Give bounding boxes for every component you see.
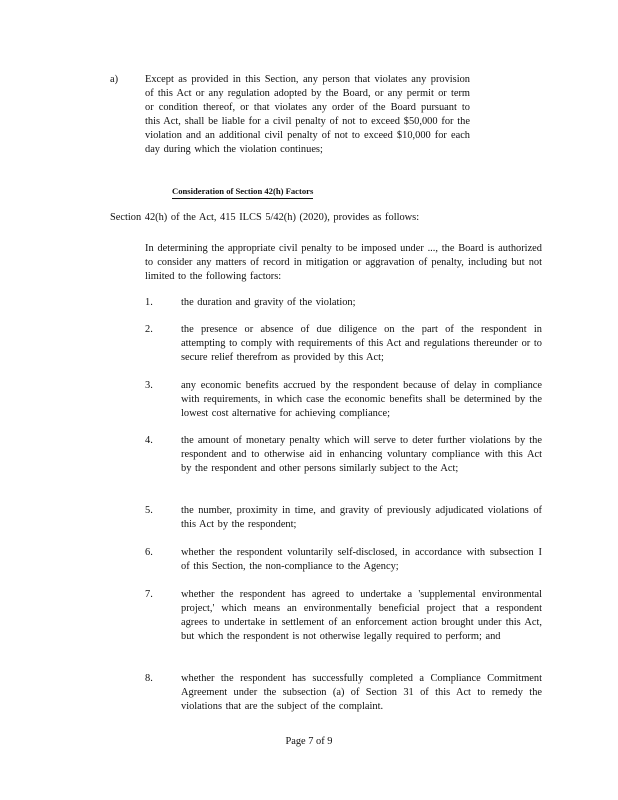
subsection-text: Except as provided in this Section, any person that violates any provision of this Act or any regulation adopted by the Board, or any permit or term or condition thereof, or that violates any order of the Board pursuant to this Act, shall be liable for a civil penalty of not to exceed $50,000 for the violation and an additional civil penalty of not to exceed $10,000 for each day during which the violation continues; xyxy=(145,74,470,155)
subsection-marker: a) xyxy=(110,74,119,85)
item-number: 1. xyxy=(145,297,153,308)
page-number: Page 7 of 9 xyxy=(285,736,333,747)
lead-paragraph: In determining the appropriate civil penalty to be imposed under ..., the Board is authorized to consider any matters of record in mitigation or aggravation of penalty, including but not limited to the following factors: xyxy=(145,243,542,282)
item-number: 8. xyxy=(145,673,153,684)
item-number: 2. xyxy=(145,324,153,335)
intro-paragraph: Section 42(h) of the Act, 415 ILCS 5/42(h) (2020), provides as follows: xyxy=(110,212,420,223)
item-text: any economic benefits accrued by the respondent because of delay in compliance with requirements, in which case the economic benefits shall be determined by the lowest cost alternative for achieving compliance; xyxy=(181,380,542,419)
item-number: 5. xyxy=(145,505,153,516)
item-text: the presence or absence of due diligence on the part of the respondent in attempting to comply with requirements of this Act and regulations thereunder or to secure relief therefrom as provided by this Act; xyxy=(181,324,542,363)
item-number: 6. xyxy=(145,547,153,558)
item-text: the amount of monetary penalty which will serve to deter further violations by the respondent and to otherwise aid in enhancing voluntary compliance with this Act by the respondent and other persons similarly subject to the Act; xyxy=(181,435,542,474)
item-text: whether the respondent has successfully completed a Compliance Commitment Agreement under the subsection (a) of Section 31 of this Act to remedy the violations that are the subject of the complaint. xyxy=(181,673,542,712)
item-text: the duration and gravity of the violation; xyxy=(181,297,356,308)
item-text: whether the respondent voluntarily self-disclosed, in accordance with subsection I of this Section, the non-compliance to the Agency; xyxy=(181,547,542,572)
section-heading: Consideration of Section 42(h) Factors xyxy=(172,186,313,199)
item-number: 4. xyxy=(145,435,153,446)
item-text: the number, proximity in time, and gravity of previously adjudicated violations of this Act by the respondent; xyxy=(181,505,542,530)
item-number: 3. xyxy=(145,380,153,391)
item-text: whether the respondent has agreed to undertake a 'supplemental environmental project,' which means an environmentally beneficial project that a respondent agrees to undertake in settlement of an enforcement action brought under this Act, but which the respondent is not otherwise legally required to perform; and xyxy=(181,589,542,642)
item-number: 7. xyxy=(145,589,153,600)
